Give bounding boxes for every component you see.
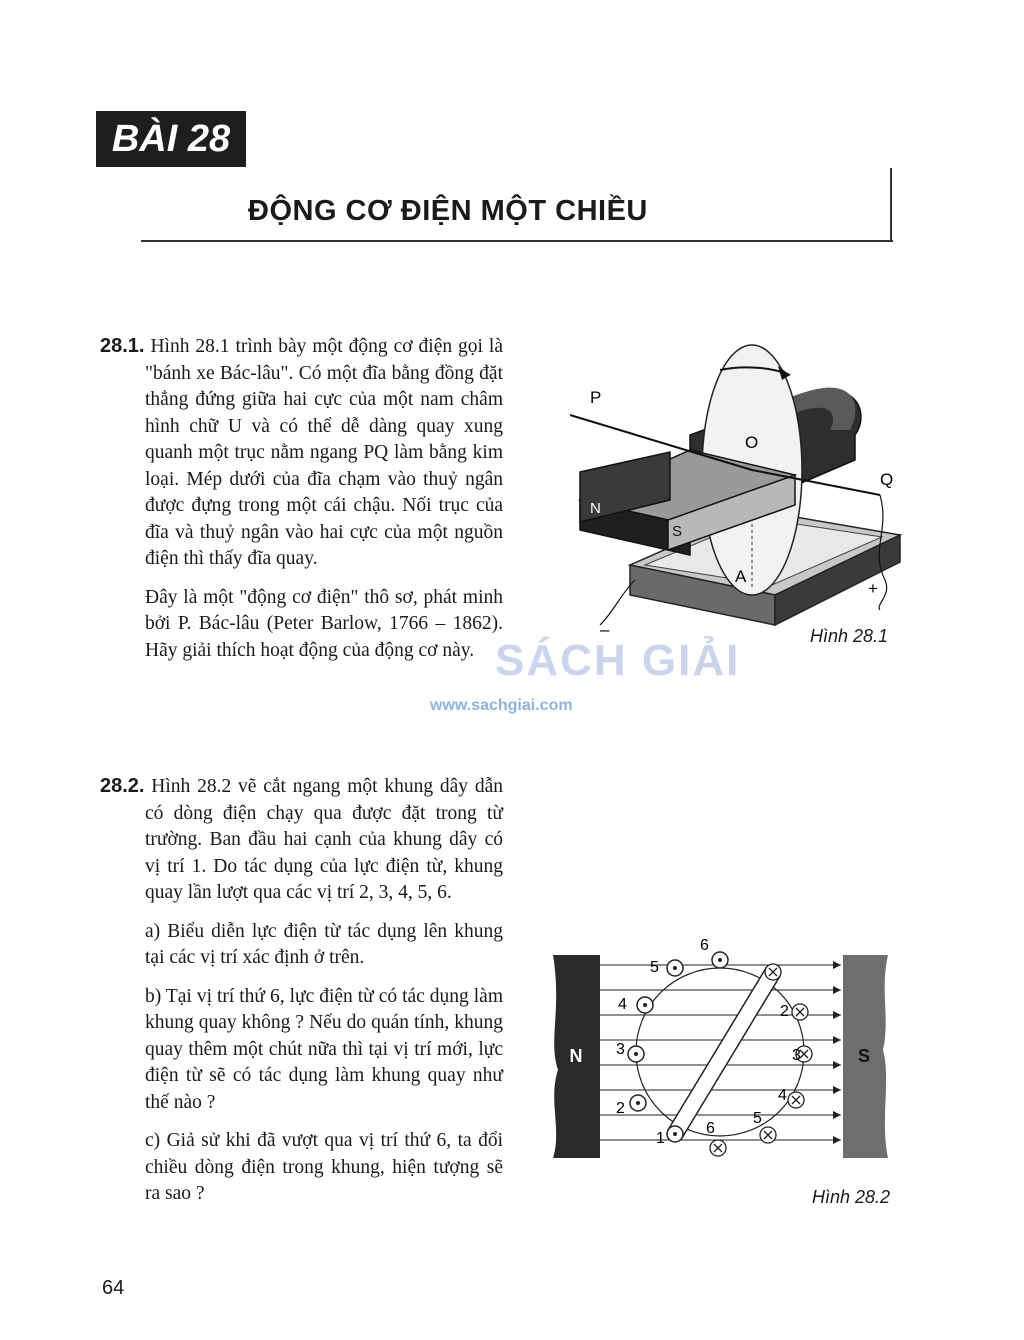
figure-28-2 [548, 930, 893, 1170]
title-side-rule [890, 168, 892, 242]
exercise-text: Hình 28.1 trình bày một động cơ điện gọi là "bánh xe Bác-lâu". Có một đĩa bằng đồng đặt thẳng đứng giữa hai cực của một nam châm hình chữ U và có thể dễ dàng quay xung quanh một trục nằm ngang PQ làm bằng kim loại. Mép dưới của đĩa chạm vào thuỷ ngân được đựng trong một cái chậu. Nối trục của đĩa và thuỷ ngân vào hai cực của một nguồn điện thì thấy đĩa quay. [145, 336, 503, 569]
label-n: N [590, 500, 601, 517]
exercise-28-2 [100, 773, 503, 1208]
exercise-number: 28.1. [100, 335, 145, 357]
svg-text:2: 2 [780, 1003, 789, 1020]
exercise-text-2: Đây là một "động cơ điện" thô sơ, phát minh bởi P. Bác-lâu (Peter Barlow, 1766 – 1862). Hãy giải thích hoạt động của động cơ này. [145, 586, 503, 661]
figure-28-2-caption: Hình 28.2 [812, 1187, 891, 1207]
title-underline [141, 240, 893, 242]
label-a: A [735, 567, 747, 586]
label-o: O [745, 433, 759, 452]
page-number: 64 [102, 1277, 125, 1299]
watermark-url: www.sachgiai.com [430, 697, 573, 714]
svg-text:3: 3 [792, 1047, 801, 1064]
watermark-logo: SÁCH GIẢI [495, 636, 741, 685]
pole-s-label: S [857, 1046, 871, 1066]
lesson-badge: BÀI 28 [96, 111, 246, 167]
question-b: b) Tại vị trí thứ 6, lực điện từ có tác dụng làm khung quay không ? Nếu do quán tính, khung quay thêm một chút nữa thì tại vị trí mới, lực điện từ sẽ có tác dụng làm khung quay như thế nào ? [145, 985, 503, 1113]
coil-frame [668, 968, 780, 1138]
exercise-text: Hình 28.2 vẽ cắt ngang một khung dây dẫn có dòng điện chạy qua được đặt trong từ trường. Ban đầu hai cạnh của khung dây có vị trí 1. Do tác dụng của lực điện từ, khung quay lần lượt qua các vị trí 2, 3, 4, 5, 6. [145, 776, 504, 903]
label-s: S [672, 523, 683, 540]
label-q: Q [880, 470, 894, 489]
field-arrowheads [833, 961, 841, 1144]
svg-text:3: 3 [616, 1041, 625, 1058]
label-minus: – [600, 620, 610, 639]
label-p: P [590, 388, 602, 407]
pole-n-label: N [569, 1046, 583, 1066]
svg-text:6: 6 [706, 1120, 715, 1137]
svg-text:4: 4 [618, 996, 627, 1013]
svg-text:2: 2 [616, 1100, 625, 1117]
lesson-title: ĐỘNG CƠ ĐIỆN MỘT CHIỀU [248, 195, 648, 227]
exercise-28-1 [100, 333, 503, 664]
svg-text:6: 6 [700, 937, 709, 954]
question-a: a) Biểu diễn lực điện từ tác dụng lên khung tại các vị trí xác định ở trên. [145, 920, 503, 968]
svg-text:4: 4 [778, 1087, 787, 1104]
svg-text:5: 5 [650, 959, 659, 976]
svg-text:1: 1 [656, 1130, 665, 1147]
question-c: c) Giả sử khi đã vượt qua vị trí thứ 6, ta đổi chiều dòng điện trong khung, hiện tượng sẽ ra sao ? [145, 1130, 503, 1204]
svg-text:5: 5 [753, 1110, 762, 1127]
figure-28-1-caption: Hình 28.1 [810, 626, 889, 646]
figure-28-1 [520, 340, 920, 660]
exercise-number: 28.2. [100, 775, 145, 797]
label-plus: + [868, 579, 878, 598]
